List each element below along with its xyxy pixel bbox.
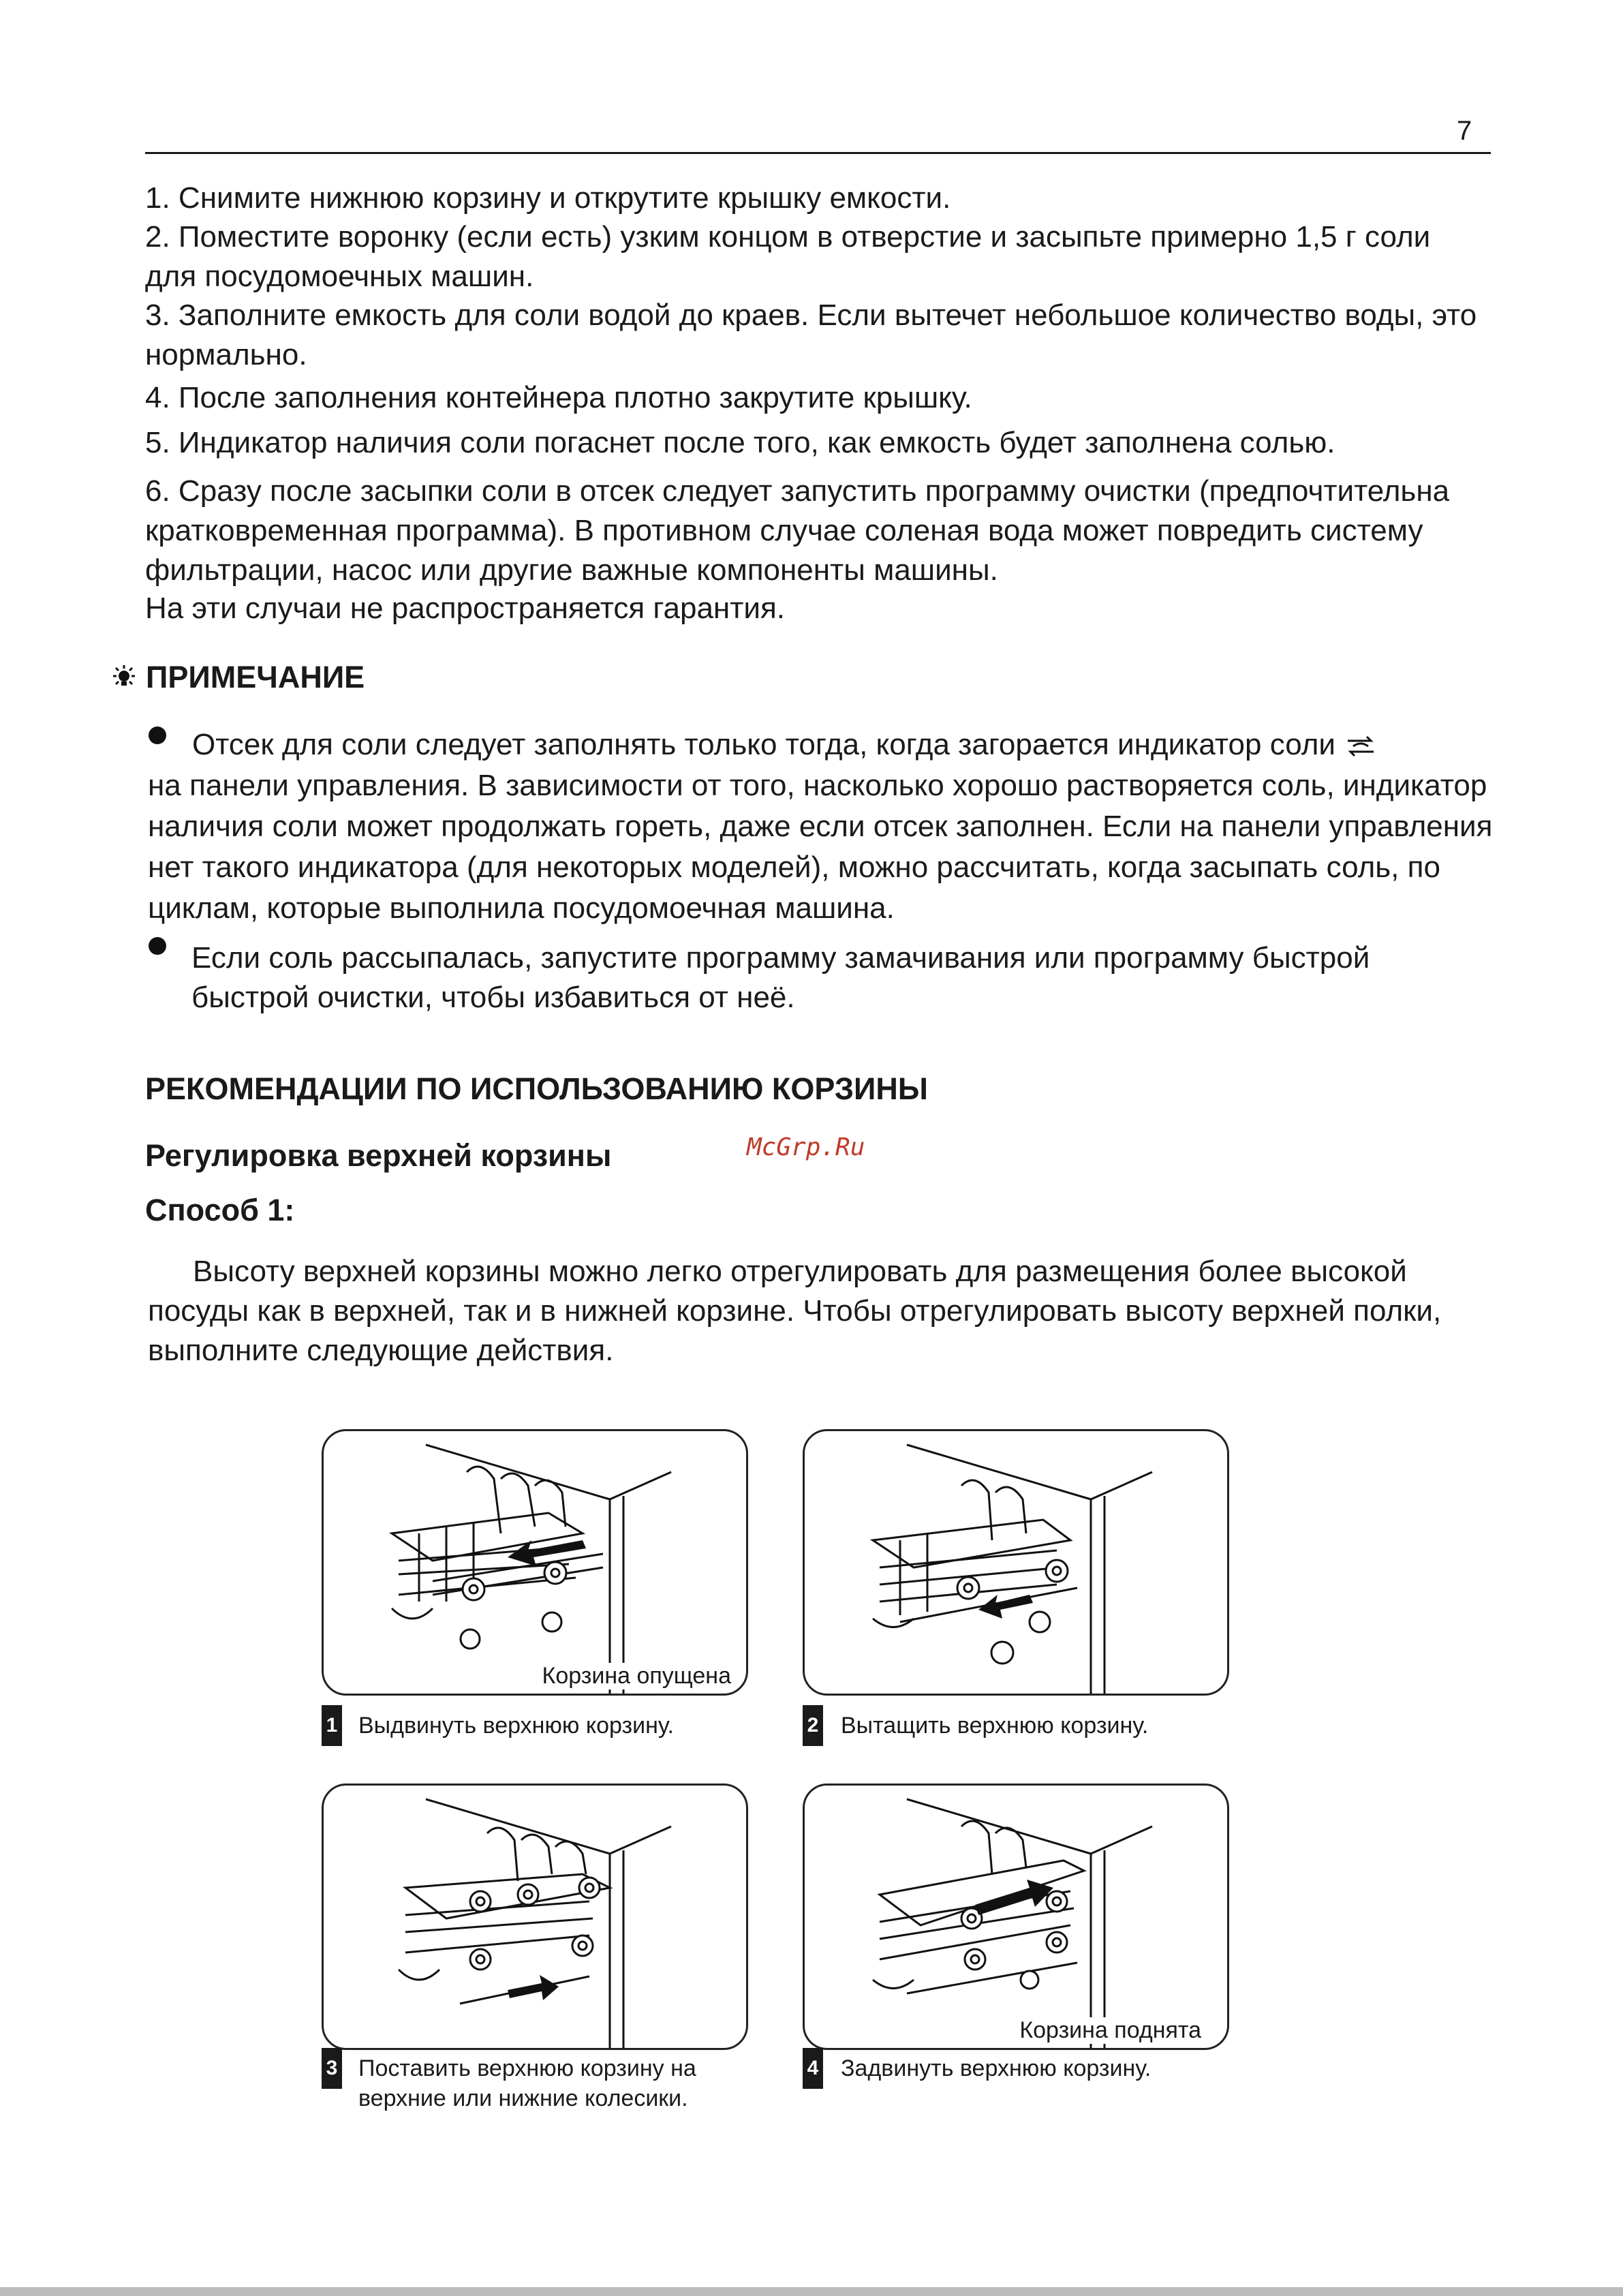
step-5: 5. Индикатор наличия соли погаснет после того, как емкость будет заполнена солью. bbox=[145, 426, 1335, 459]
basket-lowered-drawing bbox=[324, 1431, 746, 1694]
figure-2-number: 2 bbox=[803, 1705, 823, 1746]
bullet-icon bbox=[149, 726, 166, 744]
figure-4-caption: Корзина поднята bbox=[1014, 2017, 1207, 2044]
step-3: 3. Заполните емкость для соли водой до краев. Если вытечет небольшое количество воды, это нормально. bbox=[145, 299, 1477, 371]
page-bottom-bar bbox=[0, 2287, 1623, 2296]
figure-1-label: Выдвинуть верхнюю корзину. bbox=[358, 1713, 674, 1739]
watermark: McGrp.Ru bbox=[747, 1133, 865, 1161]
figure-4-illustration bbox=[803, 1784, 1229, 2050]
step-1: 1. Снимите нижнюю корзину и открутите крышку емкости. bbox=[145, 181, 951, 215]
page-number: 7 bbox=[1457, 116, 1472, 146]
figure-3-number: 3 bbox=[322, 2048, 342, 2089]
note-bullet-1-line bbox=[192, 725, 1378, 765]
basket-wheels-drawing bbox=[324, 1786, 746, 2048]
basket-pull-out-drawing bbox=[805, 1431, 1227, 1694]
figure-3-illustration bbox=[322, 1784, 748, 2050]
figure-4-label: Задвинуть верхнюю корзину. bbox=[841, 2055, 1151, 2081]
salt-indicator-icon bbox=[1344, 731, 1378, 761]
note-bullet-1-continued: на панели управления. В зависимости от того, насколько хорошо растворяется соль, индикатор наличия соли может продолжать гореть, даже если отсек заполнен. Если на панели управления нет такого индикатора (для некоторых моделей), можно рассчитать, когда засыпать соль, по циклам, которые выполнила посудомоечная машина. bbox=[148, 769, 1493, 925]
header-rule bbox=[145, 152, 1491, 154]
bullet-icon bbox=[149, 937, 166, 955]
method-text: Высоту верхней корзины можно легко отрегулировать для размещения более высокой посуды как в верхней, так и в нижней корзине. Чтобы отрегулировать высоту верхней полки, выполните следующие действия. bbox=[148, 1255, 1442, 1367]
step-2: 2. Поместите воронку (если есть) узким концом в отверстие и засыпьте примерно 1,5 г соли для посудомоечных машин. bbox=[145, 220, 1431, 293]
figure-3-label: Поставить верхнюю корзину на верхние или нижние колесики. bbox=[358, 2055, 696, 2111]
figure-1-number: 1 bbox=[322, 1705, 342, 1746]
figure-1-caption: Корзина опущена bbox=[537, 1663, 737, 1689]
basket-raised-drawing bbox=[805, 1786, 1227, 2048]
step-4: 4. После заполнения контейнера плотно закрутите крышку. bbox=[145, 381, 972, 414]
method-title: Способ 1: bbox=[145, 1193, 295, 1227]
note-title: ПРИМЕЧАНИЕ bbox=[146, 660, 365, 694]
note-bullet-1-text: Отсек для соли следует заполнять только тогда, когда загорается индикатор соли bbox=[192, 728, 1335, 761]
figure-4-number: 4 bbox=[803, 2048, 823, 2089]
figure-2-illustration bbox=[803, 1429, 1229, 1696]
section-title: РЕКОМЕНДАЦИИ ПО ИСПОЛЬЗОВАНИЮ КОРЗИНЫ bbox=[145, 1071, 928, 1106]
warranty-note: На эти случаи не распространяется гарантия. bbox=[145, 592, 785, 625]
note-bullet-2: Если соль рассыпалась, запустите программу замачивания или программу быстрой быстрой очистки, чтобы избавиться от неё. bbox=[191, 941, 1370, 1014]
subsection-title: Регулировка верхней корзины bbox=[145, 1138, 612, 1173]
lightbulb-icon bbox=[110, 664, 138, 691]
figure-1-illustration bbox=[322, 1429, 748, 1696]
note-heading bbox=[110, 660, 365, 695]
figure-2-label: Вытащить верхнюю корзину. bbox=[841, 1713, 1149, 1739]
step-6: 6. Сразу после засыпки соли в отсек следует запустить программу очистки (предпочтительна кратковременная программа). В противном случае соленая вода может повредить систему фильтрации, насос или другие важные компоненты машины. bbox=[145, 474, 1450, 587]
